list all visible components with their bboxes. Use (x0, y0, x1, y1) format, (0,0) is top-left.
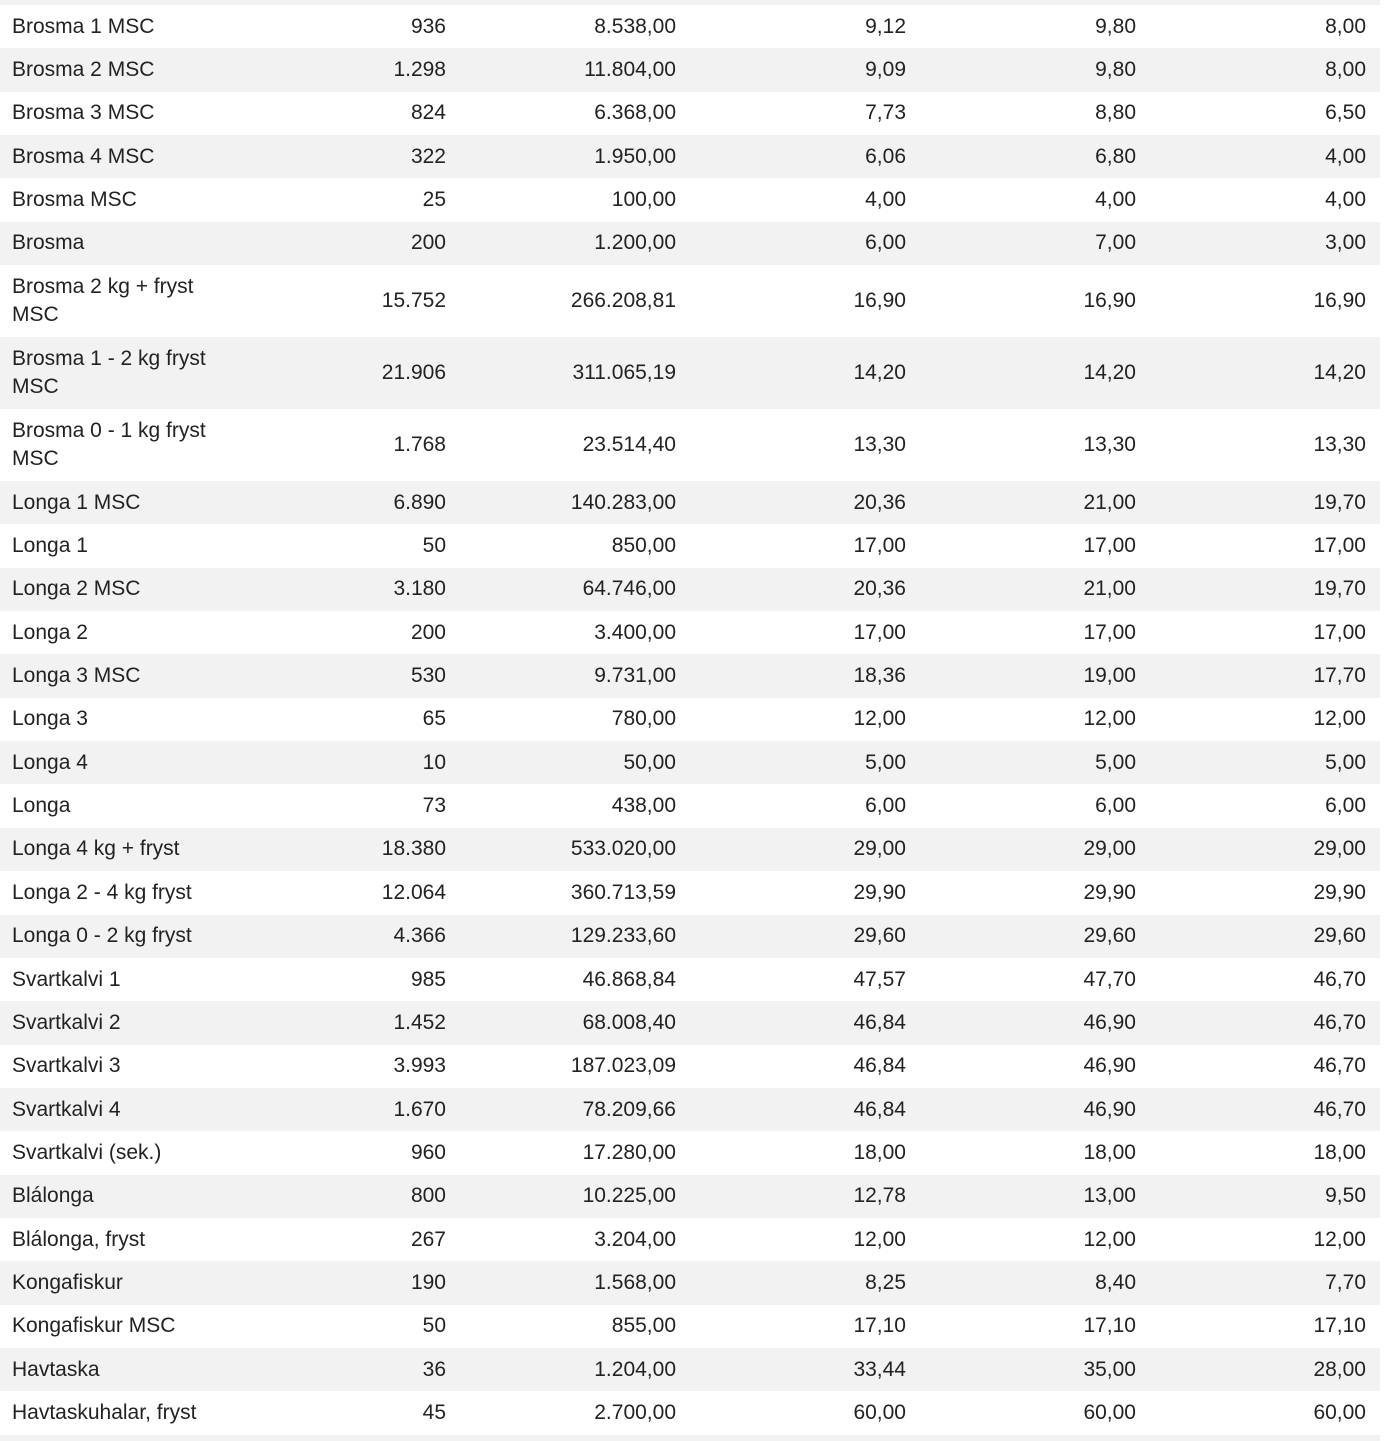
cell-average-price: 6,06 (690, 135, 920, 178)
cell-average-price: 5,00 (690, 741, 920, 784)
cell-name: Kongafiskur MSC (0, 1305, 246, 1348)
table-top-edge (0, 0, 1380, 5)
cell-value: 2.700,00 (460, 1391, 690, 1434)
cell-max-price: 9,80 (920, 48, 1150, 91)
table-row (0, 409, 1380, 481)
cell-value: 68.008,40 (460, 1001, 690, 1044)
cell-max-price: 46,90 (920, 1001, 1150, 1044)
table-row (0, 337, 1380, 409)
cell-quantity: 1.670 (246, 1088, 460, 1131)
cell-value: 8.538,00 (460, 5, 690, 48)
table-row (0, 222, 1380, 265)
cell-quantity: 73 (246, 784, 460, 827)
cell-max-price: 46,90 (920, 1088, 1150, 1131)
cell-max-price: 6,00 (920, 784, 1150, 827)
cell-min-price: 12,00 (1150, 1218, 1380, 1261)
cell-average-price: 7,73 (690, 92, 920, 135)
price-table (0, 5, 1380, 1435)
cell-name: Longa 3 (0, 698, 246, 741)
table-row (0, 1131, 1380, 1174)
cell-quantity: 322 (246, 135, 460, 178)
cell-min-price: 9,50 (1150, 1175, 1380, 1218)
table-row (0, 92, 1380, 135)
cell-name: Longa 4 (0, 741, 246, 784)
cell-average-price: 9,12 (690, 5, 920, 48)
table-row (0, 698, 1380, 741)
cell-average-price: 14,20 (690, 337, 920, 409)
cell-name: Svartkalvi 2 (0, 1001, 246, 1044)
cell-max-price: 8,40 (920, 1261, 1150, 1304)
table-row (0, 5, 1380, 48)
cell-min-price: 46,70 (1150, 1045, 1380, 1088)
cell-name: Brosma 1 - 2 kg fryst MSC (0, 337, 246, 409)
table-row (0, 1001, 1380, 1044)
cell-name: Longa 1 (0, 524, 246, 567)
cell-value: 1.200,00 (460, 222, 690, 265)
cell-quantity: 267 (246, 1218, 460, 1261)
cell-quantity: 15.752 (246, 265, 460, 337)
table-row (0, 1305, 1380, 1348)
cell-average-price: 46,84 (690, 1001, 920, 1044)
cell-average-price: 6,00 (690, 222, 920, 265)
table-row (0, 1218, 1380, 1261)
cell-name: Longa 2 (0, 611, 246, 654)
cell-value: 780,00 (460, 698, 690, 741)
cell-max-price: 19,00 (920, 654, 1150, 697)
cell-max-price: 7,00 (920, 222, 1150, 265)
cell-name: Longa 1 MSC (0, 481, 246, 524)
table-row (0, 48, 1380, 91)
cell-quantity: 36 (246, 1348, 460, 1391)
cell-value: 23.514,40 (460, 409, 690, 481)
cell-min-price: 60,00 (1150, 1391, 1380, 1434)
cell-average-price: 8,25 (690, 1261, 920, 1304)
cell-average-price: 47,57 (690, 958, 920, 1001)
cell-average-price: 6,00 (690, 784, 920, 827)
table-row (0, 784, 1380, 827)
cell-value: 129.233,60 (460, 915, 690, 958)
cell-name: Svartkalvi 1 (0, 958, 246, 1001)
cell-name: Havtaskuhalar, fryst (0, 1391, 246, 1434)
cell-max-price: 46,90 (920, 1045, 1150, 1088)
cell-max-price: 8,80 (920, 92, 1150, 135)
table-row (0, 741, 1380, 784)
cell-min-price: 29,60 (1150, 915, 1380, 958)
cell-quantity: 45 (246, 1391, 460, 1434)
cell-quantity: 50 (246, 1305, 460, 1348)
cell-quantity: 530 (246, 654, 460, 697)
cell-name: Svartkalvi (sek.) (0, 1131, 246, 1174)
cell-quantity: 190 (246, 1261, 460, 1304)
table-row (0, 265, 1380, 337)
cell-value: 3.204,00 (460, 1218, 690, 1261)
cell-quantity: 824 (246, 92, 460, 135)
cell-value: 9.731,00 (460, 654, 690, 697)
cell-min-price: 16,90 (1150, 265, 1380, 337)
cell-min-price: 17,00 (1150, 524, 1380, 567)
table-row (0, 481, 1380, 524)
cell-max-price: 13,00 (920, 1175, 1150, 1218)
cell-value: 855,00 (460, 1305, 690, 1348)
cell-max-price: 17,00 (920, 524, 1150, 567)
cell-quantity: 18.380 (246, 828, 460, 871)
cell-min-price: 8,00 (1150, 5, 1380, 48)
cell-average-price: 29,60 (690, 915, 920, 958)
table-row (0, 1088, 1380, 1131)
cell-max-price: 60,00 (920, 1391, 1150, 1434)
cell-quantity: 3.180 (246, 568, 460, 611)
cell-quantity: 800 (246, 1175, 460, 1218)
cell-max-price: 47,70 (920, 958, 1150, 1001)
cell-quantity: 25 (246, 178, 460, 221)
table-row (0, 135, 1380, 178)
cell-name: Longa (0, 784, 246, 827)
cell-average-price: 29,90 (690, 871, 920, 914)
cell-min-price: 28,00 (1150, 1348, 1380, 1391)
cell-average-price: 60,00 (690, 1391, 920, 1434)
cell-value: 3.400,00 (460, 611, 690, 654)
cell-quantity: 200 (246, 222, 460, 265)
cell-max-price: 9,80 (920, 5, 1150, 48)
cell-min-price: 4,00 (1150, 178, 1380, 221)
cell-value: 46.868,84 (460, 958, 690, 1001)
table-row (0, 524, 1380, 567)
cell-max-price: 21,00 (920, 568, 1150, 611)
cell-min-price: 19,70 (1150, 568, 1380, 611)
cell-max-price: 4,00 (920, 178, 1150, 221)
table-row (0, 1045, 1380, 1088)
cell-quantity: 936 (246, 5, 460, 48)
cell-average-price: 46,84 (690, 1088, 920, 1131)
cell-max-price: 29,90 (920, 871, 1150, 914)
cell-max-price: 17,10 (920, 1305, 1150, 1348)
cell-name: Longa 2 - 4 kg fryst (0, 871, 246, 914)
table-row (0, 654, 1380, 697)
cell-quantity: 985 (246, 958, 460, 1001)
cell-max-price: 12,00 (920, 1218, 1150, 1261)
cell-min-price: 19,70 (1150, 481, 1380, 524)
cell-name: Blálonga, fryst (0, 1218, 246, 1261)
cell-name: Svartkalvi 3 (0, 1045, 246, 1088)
cell-max-price: 29,00 (920, 828, 1150, 871)
cell-max-price: 35,00 (920, 1348, 1150, 1391)
cell-value: 850,00 (460, 524, 690, 567)
cell-quantity: 1.768 (246, 409, 460, 481)
cell-max-price: 13,30 (920, 409, 1150, 481)
table-row (0, 871, 1380, 914)
cell-quantity: 65 (246, 698, 460, 741)
cell-quantity: 12.064 (246, 871, 460, 914)
cell-name: Brosma MSC (0, 178, 246, 221)
cell-min-price: 46,70 (1150, 958, 1380, 1001)
cell-quantity: 3.993 (246, 1045, 460, 1088)
cell-average-price: 29,00 (690, 828, 920, 871)
cell-quantity: 4.366 (246, 915, 460, 958)
cell-name: Brosma 0 - 1 kg fryst MSC (0, 409, 246, 481)
cell-min-price: 17,70 (1150, 654, 1380, 697)
cell-name: Brosma 4 MSC (0, 135, 246, 178)
cell-name: Havtaska (0, 1348, 246, 1391)
cell-value: 360.713,59 (460, 871, 690, 914)
table-row (0, 568, 1380, 611)
cell-average-price: 12,00 (690, 698, 920, 741)
cell-average-price: 13,30 (690, 409, 920, 481)
table-row (0, 611, 1380, 654)
cell-min-price: 8,00 (1150, 48, 1380, 91)
cell-average-price: 18,36 (690, 654, 920, 697)
cell-value: 78.209,66 (460, 1088, 690, 1131)
cell-max-price: 14,20 (920, 337, 1150, 409)
cell-min-price: 29,90 (1150, 871, 1380, 914)
cell-average-price: 17,00 (690, 524, 920, 567)
cell-name: Brosma (0, 222, 246, 265)
cell-name: Svartkalvi 4 (0, 1088, 246, 1131)
cell-max-price: 6,80 (920, 135, 1150, 178)
cell-average-price: 12,00 (690, 1218, 920, 1261)
cell-max-price: 5,00 (920, 741, 1150, 784)
cell-name: Kongafiskur (0, 1261, 246, 1304)
cell-quantity: 200 (246, 611, 460, 654)
cell-max-price: 17,00 (920, 611, 1150, 654)
cell-max-price: 16,90 (920, 265, 1150, 337)
cell-min-price: 46,70 (1150, 1088, 1380, 1131)
cell-value: 533.020,00 (460, 828, 690, 871)
cell-name: Longa 0 - 2 kg fryst (0, 915, 246, 958)
cell-value: 6.368,00 (460, 92, 690, 135)
cell-name: Brosma 2 MSC (0, 48, 246, 91)
table-row (0, 1175, 1380, 1218)
table-row (0, 1391, 1380, 1434)
cell-quantity: 21.906 (246, 337, 460, 409)
cell-value: 311.065,19 (460, 337, 690, 409)
cell-value: 1.950,00 (460, 135, 690, 178)
table-row (0, 958, 1380, 1001)
cell-quantity: 1.298 (246, 48, 460, 91)
cell-average-price: 12,78 (690, 1175, 920, 1218)
cell-name: Brosma 3 MSC (0, 92, 246, 135)
cell-value: 1.568,00 (460, 1261, 690, 1304)
cell-value: 11.804,00 (460, 48, 690, 91)
cell-min-price: 13,30 (1150, 409, 1380, 481)
cell-quantity: 960 (246, 1131, 460, 1174)
cell-max-price: 18,00 (920, 1131, 1150, 1174)
cell-quantity: 1.452 (246, 1001, 460, 1044)
cell-max-price: 21,00 (920, 481, 1150, 524)
cell-min-price: 4,00 (1150, 135, 1380, 178)
cell-name: Longa 3 MSC (0, 654, 246, 697)
cell-value: 10.225,00 (460, 1175, 690, 1218)
cell-quantity: 6.890 (246, 481, 460, 524)
cell-name: Brosma 1 MSC (0, 5, 246, 48)
cell-average-price: 46,84 (690, 1045, 920, 1088)
cell-name: Brosma 2 kg + fryst MSC (0, 265, 246, 337)
cell-average-price: 20,36 (690, 481, 920, 524)
cell-average-price: 17,00 (690, 611, 920, 654)
cell-min-price: 17,10 (1150, 1305, 1380, 1348)
cell-value: 266.208,81 (460, 265, 690, 337)
cell-quantity: 50 (246, 524, 460, 567)
cell-max-price: 12,00 (920, 698, 1150, 741)
cell-value: 100,00 (460, 178, 690, 221)
cell-value: 64.746,00 (460, 568, 690, 611)
table-row (0, 1261, 1380, 1304)
cell-average-price: 18,00 (690, 1131, 920, 1174)
cell-average-price: 9,09 (690, 48, 920, 91)
cell-min-price: 29,00 (1150, 828, 1380, 871)
cell-value: 187.023,09 (460, 1045, 690, 1088)
cell-min-price: 6,50 (1150, 92, 1380, 135)
cell-min-price: 7,70 (1150, 1261, 1380, 1304)
cell-average-price: 20,36 (690, 568, 920, 611)
table-row (0, 178, 1380, 221)
table-row (0, 915, 1380, 958)
cell-name: Longa 2 MSC (0, 568, 246, 611)
price-table-body (0, 5, 1380, 1435)
cell-min-price: 17,00 (1150, 611, 1380, 654)
cell-min-price: 12,00 (1150, 698, 1380, 741)
cell-min-price: 14,20 (1150, 337, 1380, 409)
cell-min-price: 5,00 (1150, 741, 1380, 784)
cell-average-price: 33,44 (690, 1348, 920, 1391)
cell-min-price: 6,00 (1150, 784, 1380, 827)
cell-name: Longa 4 kg + fryst (0, 828, 246, 871)
cell-average-price: 17,10 (690, 1305, 920, 1348)
cell-name: Blálonga (0, 1175, 246, 1218)
cell-value: 1.204,00 (460, 1348, 690, 1391)
cell-min-price: 3,00 (1150, 222, 1380, 265)
table-row (0, 1348, 1380, 1391)
cell-value: 438,00 (460, 784, 690, 827)
cell-quantity: 10 (246, 741, 460, 784)
cell-min-price: 18,00 (1150, 1131, 1380, 1174)
table-row (0, 828, 1380, 871)
cell-average-price: 16,90 (690, 265, 920, 337)
cell-value: 50,00 (460, 741, 690, 784)
cell-average-price: 4,00 (690, 178, 920, 221)
cell-min-price: 46,70 (1150, 1001, 1380, 1044)
cell-value: 140.283,00 (460, 481, 690, 524)
cell-max-price: 29,60 (920, 915, 1150, 958)
cell-value: 17.280,00 (460, 1131, 690, 1174)
